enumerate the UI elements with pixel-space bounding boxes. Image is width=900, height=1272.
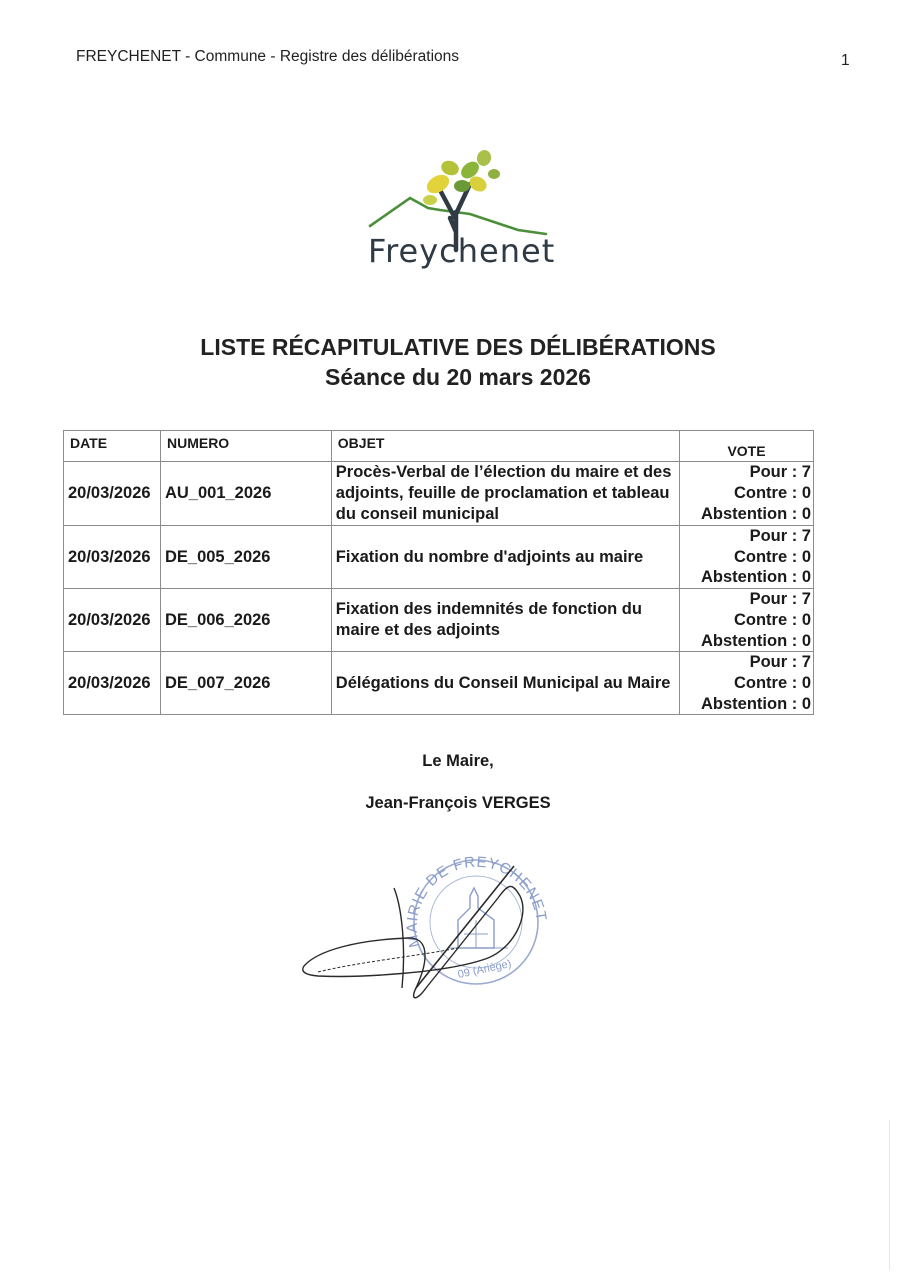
row-date: 20/03/2026 (64, 462, 161, 526)
row-objet: Fixation des indemnités de fonction du maire et des adjoints (331, 589, 679, 652)
column-header-numero: NUMERO (160, 431, 331, 462)
vote-contre: Contre : 0 (733, 484, 811, 503)
column-header-date: DATE (64, 431, 161, 462)
scan-edge-line (889, 1120, 890, 1270)
page-number: 1 (841, 52, 850, 69)
document-title: LISTE RÉCAPITULATIVE DES DÉLIBÉRATIONS (200, 334, 716, 360)
row-numero: DE_007_2026 (160, 652, 331, 715)
vote-pour: Pour : 7 (749, 590, 811, 609)
row-vote (680, 652, 814, 715)
session-date: Séance du 20 mars 2026 (325, 364, 591, 390)
vote-contre: Contre : 0 (733, 673, 811, 692)
vote-abstention: Abstention : 0 (701, 504, 811, 523)
vote-pour: Pour : 7 (749, 653, 811, 672)
row-date: 20/03/2026 (64, 652, 161, 715)
row-vote (680, 462, 814, 526)
row-vote (680, 526, 814, 589)
vote-abstention: Abstention : 0 (701, 631, 811, 650)
vote-contre: Contre : 0 (733, 547, 811, 566)
logo-wordmark: Freychenet (368, 232, 556, 270)
row-date: 20/03/2026 (64, 526, 161, 589)
row-vote (680, 589, 814, 652)
svg-text:MAIRIE DE FREYCHENET (404, 854, 550, 949)
column-header-objet: OBJET (331, 431, 679, 462)
table-row (64, 462, 814, 526)
stamp-department: 09 (Ariège) (456, 957, 513, 981)
vote-abstention: Abstention : 0 (701, 694, 811, 713)
row-objet: Procès-Verbal de l’élection du maire et des adjoints, feuille de proclamation et tableau du conseil municipal (331, 462, 679, 526)
signatory-role: Le Maire, (422, 752, 494, 770)
row-numero: DE_006_2026 (160, 589, 331, 652)
vote-contre: Contre : 0 (733, 610, 811, 629)
vote-pour: Pour : 7 (749, 527, 811, 545)
signatory-name: Jean-François VERGES (365, 794, 551, 812)
stamp-text: MAIRIE DE FREYCHENET (403, 853, 550, 950)
row-numero: DE_005_2026 (160, 526, 331, 589)
register-header: FREYCHENET - Commune - Registre des délibérations (76, 48, 460, 65)
table-row (64, 589, 814, 652)
column-header-vote: VOTE (680, 431, 814, 462)
row-date: 20/03/2026 (64, 589, 161, 652)
row-objet: Délégations du Conseil Municipal au Maire (331, 652, 679, 715)
table-header-row (64, 431, 814, 462)
table-row (64, 652, 814, 715)
table-row (64, 526, 814, 589)
mayor-stamp-and-signature (298, 838, 558, 1018)
vote-pour: Pour : 7 (749, 463, 811, 482)
row-objet: Fixation du nombre d'adjoints au maire (331, 526, 679, 589)
row-numero: AU_001_2026 (160, 462, 331, 526)
deliberations-table (63, 430, 814, 715)
vote-abstention: Abstention : 0 (701, 568, 811, 587)
